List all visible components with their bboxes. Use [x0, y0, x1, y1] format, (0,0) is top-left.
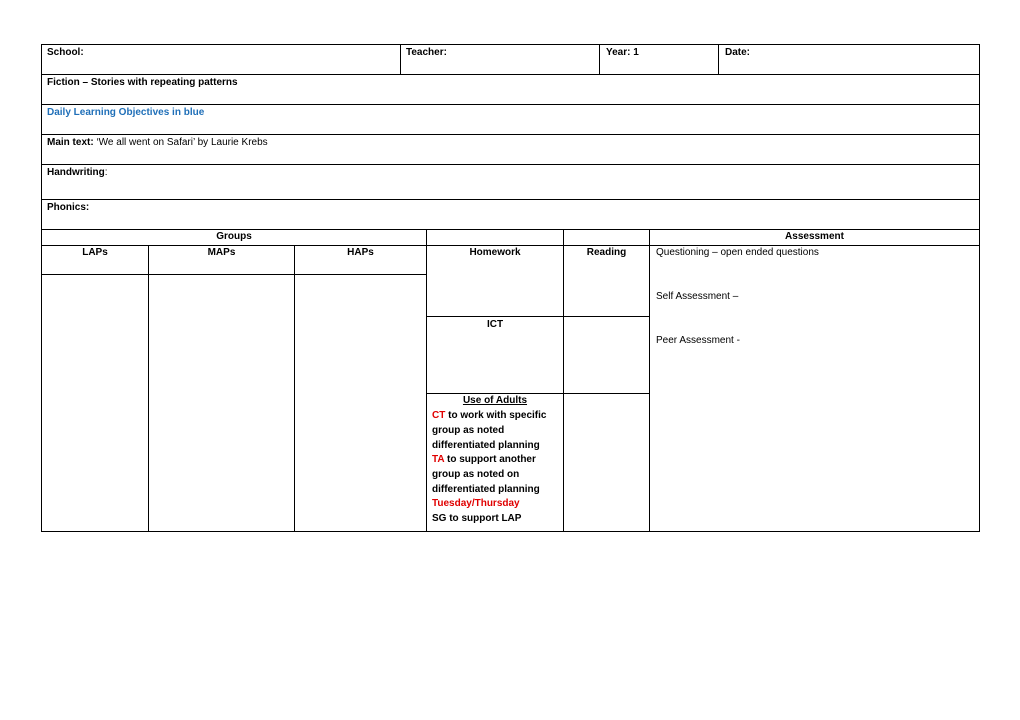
laps-content: [41, 274, 149, 532]
assessment-cell: [649, 245, 980, 532]
ta-line-2: group as noted on: [432, 469, 520, 480]
ict-label: ICT: [486, 319, 504, 330]
assessment-heading: Assessment: [785, 231, 844, 242]
main-text: [47, 136, 268, 150]
ta-line-1: [432, 453, 536, 467]
phonics-row: [41, 199, 980, 230]
use-of-adults-heading: Use of Adults: [462, 395, 528, 406]
reading-label: Reading: [586, 247, 627, 258]
main-text-label: Main text:: [47, 137, 94, 148]
maps-heading: MAPs: [207, 247, 236, 258]
school-label: School:: [47, 47, 84, 58]
reading-ict-cell: [563, 316, 650, 394]
ta-tag: TA: [432, 454, 445, 465]
year-label: Year: 1: [606, 47, 639, 58]
haps-heading: HAPs: [347, 247, 374, 258]
date-label: Date:: [725, 47, 751, 58]
ct-text-1: to work with specific: [445, 410, 547, 421]
homework-label: Homework: [469, 247, 521, 258]
sg-line: SG to support LAP: [432, 513, 522, 524]
ct-line-1: [432, 409, 546, 423]
handwriting-label: Handwriting: [47, 167, 105, 178]
handwriting: [47, 166, 108, 180]
ct-tag: CT: [432, 410, 446, 421]
ct-line-3: differentiated planning: [432, 440, 540, 451]
handwriting-row: [41, 164, 980, 200]
phonics-label: Phonics:: [47, 202, 90, 213]
handwriting-colon: :: [104, 167, 108, 178]
school-cell: [41, 44, 401, 75]
teacher-label: Teacher:: [406, 47, 447, 58]
date-cell: [718, 44, 980, 75]
maps-content: [148, 274, 295, 532]
reading-heading-spacer: [563, 229, 650, 246]
homework-heading-spacer: [426, 229, 564, 246]
ta-line-3: differentiated planning: [432, 484, 540, 495]
reading-adults-cell: [563, 393, 650, 532]
groups-heading: Groups: [216, 231, 252, 242]
questioning-text: Questioning – open ended questions: [656, 247, 819, 258]
objectives-note: Daily Learning Objectives in blue: [47, 107, 205, 118]
haps-content: [294, 274, 427, 532]
main-text-value: ‘We all went on Safari’ by Laurie Krebs: [96, 137, 268, 148]
ct-line-2: group as noted: [432, 425, 505, 436]
ta-text-1: to support another: [444, 454, 536, 465]
self-assessment-text: Self Assessment –: [656, 291, 739, 302]
support-days: Tuesday/Thursday: [432, 498, 520, 509]
laps-heading: LAPs: [82, 247, 108, 258]
peer-assessment-text: Peer Assessment -: [656, 335, 740, 346]
unit-title: Fiction – Stories with repeating patterns: [47, 77, 238, 88]
